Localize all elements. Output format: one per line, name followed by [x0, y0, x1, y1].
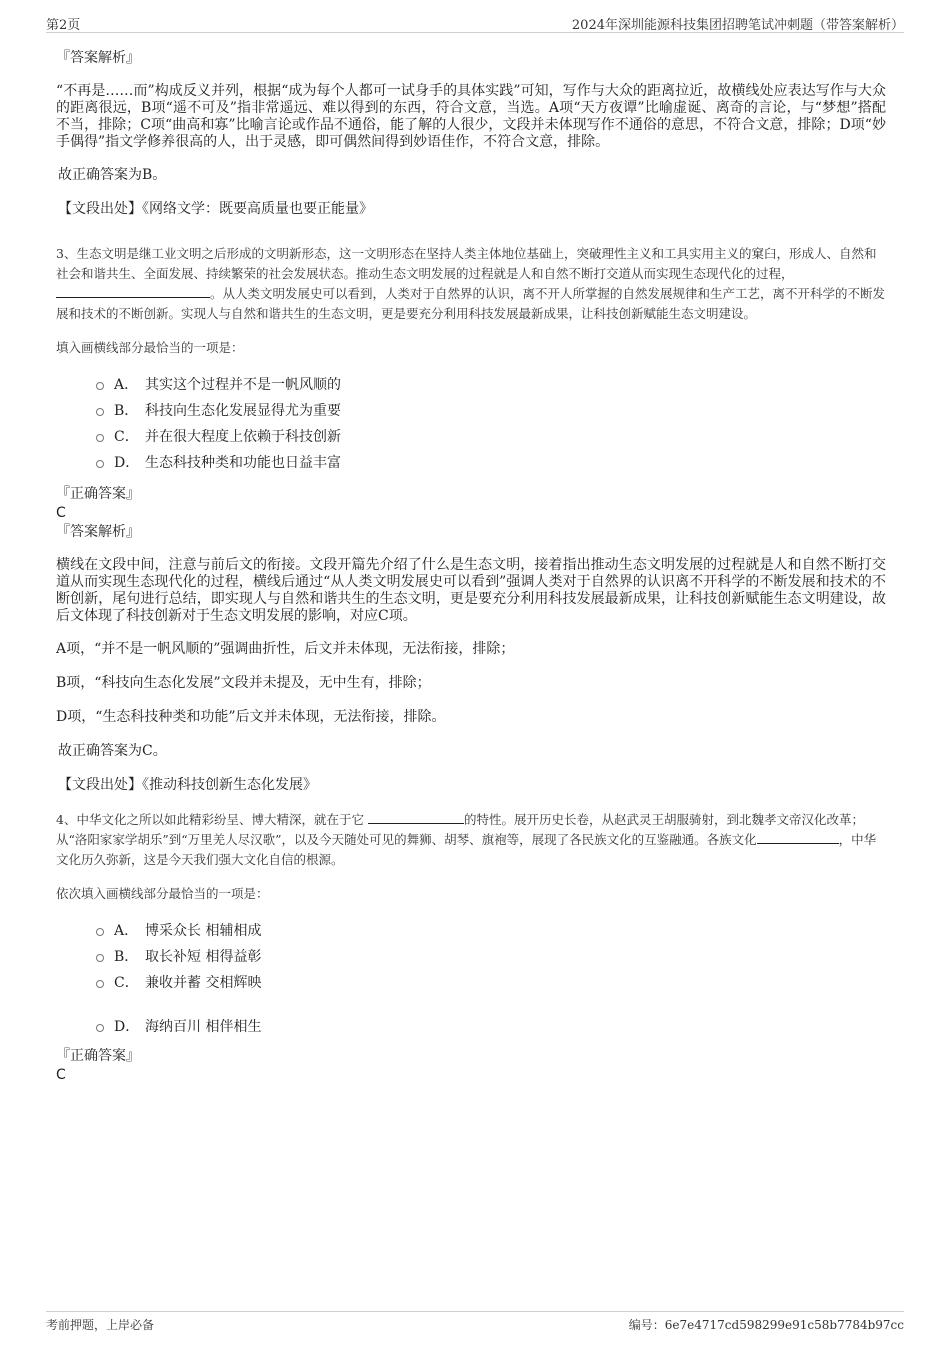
option-text: 取长补短 相得益彰 [145, 949, 262, 965]
radio-button[interactable] [96, 954, 104, 962]
radio-button[interactable] [96, 460, 104, 468]
answer-value: C [56, 1067, 66, 1083]
conclusion: 故正确答案为C。 [58, 743, 167, 759]
radio-button[interactable] [96, 434, 104, 442]
analysis-label: 『答案解析』 [56, 524, 140, 540]
option-d[interactable] [56, 450, 886, 476]
question-text-part: 的特性。展开历史长卷，从赵武灵王胡服骑射，到北魏孝文帝汉化改革；从“洛阳家家学胡乐”到“万里羌人尽汉歌”，以及今天随处可见的舞狮、胡琴、旗袍等，展现了各民族文化的互鉴融通。各族文化 [56, 812, 864, 847]
option-letter: A． [114, 377, 139, 393]
option-text: 其实这个过程并不是一帆风顺的 [145, 377, 341, 393]
option-letter: D． [114, 455, 140, 471]
radio-button[interactable] [96, 382, 104, 390]
option-text: 博采众长 相辅相成 [145, 923, 262, 939]
document-title: 2024年深圳能源科技集团招聘笔试冲刺题（带答案解析） [571, 18, 904, 33]
analysis-text: “不再是……而”构成反义并列，根据“成为每个人都可一试身手的具体实践”可知，写作与大众的距离拉近，故横线处应表达写作与大众的距离很远，B项“遥不可及”指非常遥远、难以得到的东西，符合文意，当选。A项“天方夜谭”比喻虚诞、离奇的言论，与“梦想”搭配不当，排除；C项“曲高和寡”比喻言论或作品不通俗，能了解的人很少，文段并未体现写作不通俗的意思，不符合文意，排除；D项“妙手偶得”指文学修养很高的人，出于灵感，即可偶然间得到妙语佳作，不符合文意，排除。 [56, 83, 886, 150]
page-footer [46, 1311, 904, 1335]
option-letter: C． [114, 975, 139, 991]
option-text: 科技向生态化发展显得尤为重要 [145, 403, 341, 419]
option-d[interactable] [56, 1014, 886, 1040]
question-prompt: 填入画横线部分最恰当的一项是： [56, 340, 244, 355]
radio-button[interactable] [96, 408, 104, 416]
option-a[interactable] [56, 918, 886, 944]
answer-label: 『正确答案』 [56, 1048, 140, 1064]
options-list [56, 372, 886, 476]
page-header [46, 14, 904, 33]
footer-slogan: 考前押题，上岸必备 [46, 1318, 155, 1332]
fill-blank [56, 285, 210, 298]
analysis-label: 『答案解析』 [56, 50, 140, 66]
answer-label: 『正确答案』 [56, 486, 140, 502]
source: 【文段出处】《网络文学：既要高质量也要正能量》 [58, 201, 373, 217]
conclusion: 故正确答案为B。 [58, 167, 167, 183]
option-c[interactable] [56, 424, 886, 450]
question-text-part: 3、生态文明是继工业文明之后形成的文明新形态，这一文明形态在坚持人类主体地位基础上，突破理性主义和工具实用主义的窠臼，形成人、自然和社会和谐共生、全面发展、持续繁荣的社会发展状态。推动生态文明发展的过程就是人和自然不断打交道从而实现生态现代化的过程， [56, 246, 877, 281]
document-code: 编号：6e7e4717cd598299e91c58b7784b97cc [628, 1318, 904, 1332]
option-b-note: B项，“科技向生态化发展”文段并未提及，无中生有，排除； [56, 675, 431, 691]
option-text: 海纳百川 相伴相生 [145, 1019, 262, 1035]
question-4-text [56, 810, 886, 870]
option-d-note: D项，“生态科技种类和功能”后文并未体现，无法衔接，排除。 [56, 709, 446, 725]
fill-blank [368, 811, 464, 824]
options-list [56, 918, 886, 1040]
option-text: 生态科技种类和功能也日益丰富 [145, 455, 341, 471]
option-a[interactable] [56, 372, 886, 398]
fill-blank [757, 831, 839, 844]
radio-button[interactable] [96, 1024, 104, 1032]
option-text: 兼收并蓄 交相辉映 [145, 975, 262, 991]
radio-button[interactable] [96, 928, 104, 936]
question-text-part: 。从人类文明发展史可以看到，人类对于自然界的认识，离不开人所掌握的自然发展规律和生产工艺，离不开科学的不断发展和技术的不断创新。实现人与自然和谐共生的生态文明，更是要充分利用科技发展最新成果，让科技创新赋能生态文明建设。 [56, 286, 886, 321]
radio-button[interactable] [96, 980, 104, 988]
option-b[interactable] [56, 944, 886, 970]
option-letter: B． [114, 403, 139, 419]
option-letter: D． [114, 1019, 140, 1035]
source: 【文段出处】《推动科技创新生态化发展》 [58, 777, 317, 793]
question-3-text [56, 244, 886, 324]
option-a-note: A项，“并不是一帆风顺的”强调曲折性，后文并未体现，无法衔接，排除； [56, 641, 515, 657]
question-prompt: 依次填入画横线部分最恰当的一项是： [56, 886, 269, 901]
option-letter: C． [114, 429, 139, 445]
option-letter: A． [114, 923, 139, 939]
page-number: 第2页 [46, 18, 81, 33]
option-b[interactable] [56, 398, 886, 424]
option-c[interactable] [56, 970, 886, 996]
option-text: 并在很大程度上依赖于科技创新 [145, 429, 341, 445]
answer-value: C [56, 505, 66, 521]
page-content [56, 44, 886, 1084]
question-text-part: ，中华文化历久弥新，这是今天我们强大文化自信的根源。 [56, 832, 877, 867]
question-text-part: 4、中华文化之所以如此精彩纷呈、博大精深，就在于它 [56, 812, 364, 827]
analysis-text: 横线在文段中间，注意与前后文的衔接。文段开篇先介绍了什么是生态文明，接着指出推动生态文明发展的过程就是人和自然不断打交道从而实现生态现代化的过程，横线后通过“从人类文明发展史可以看到”强调人类对于自然界的认识离不开科学的不断发展和技术的不断创新，尾句进行总结，即实现人与自然和谐共生的生态文明，更是要充分利用科技发展最新成果，让科技创新赋能生态文明建设，故后文体现了科技创新对于生态文明发展的影响，对应C项。 [56, 557, 886, 624]
option-letter: B． [114, 949, 139, 965]
